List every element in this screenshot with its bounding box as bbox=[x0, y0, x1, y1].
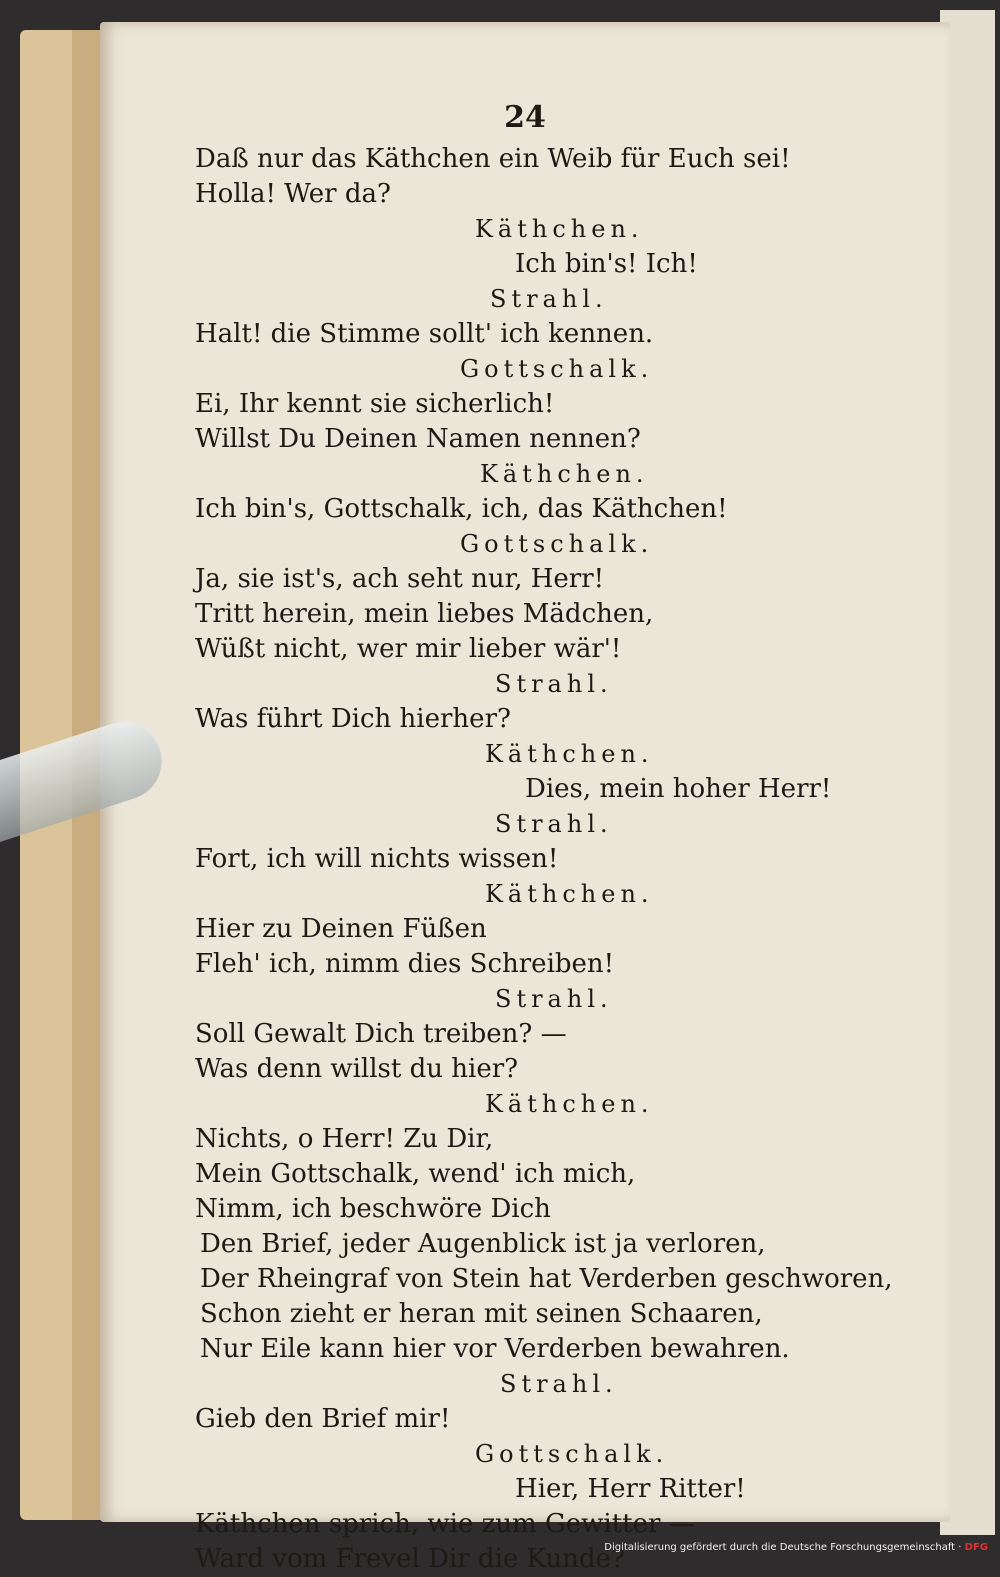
verse-line: Ei, Ihr kennt sie sicherlich! bbox=[195, 389, 555, 419]
speaker-name: Strahl. bbox=[495, 810, 613, 838]
verse-line: Schon zieht er heran mit seinen Schaaren, bbox=[200, 1299, 763, 1329]
verse-line: Soll Gewalt Dich treiben? — bbox=[195, 1019, 567, 1049]
verse-line: Hier zu Deinen Füßen bbox=[195, 914, 487, 944]
speaker-name: Käthchen. bbox=[475, 215, 644, 243]
dfg-logo: DFG bbox=[964, 1542, 988, 1553]
speaker-name: Gottschalk. bbox=[460, 355, 654, 383]
speaker-name: Strahl. bbox=[500, 1370, 618, 1398]
verse-line: Halt! die Stimme sollt' ich kennen. bbox=[195, 319, 654, 349]
verse-line: Wüßt nicht, wer mir lieber wär'! bbox=[195, 634, 622, 664]
speaker-name: Strahl. bbox=[495, 670, 613, 698]
verse-line: Käthchen sprich, wie zum Gewitter — bbox=[195, 1509, 695, 1539]
verse-line: Gieb den Brief mir! bbox=[195, 1404, 451, 1434]
verse-line: Nichts, o Herr! Zu Dir, bbox=[195, 1124, 494, 1154]
verse-line: Daß nur das Käthchen ein Weib für Euch sei! bbox=[195, 144, 791, 174]
speaker-name: Käthchen. bbox=[485, 880, 654, 908]
digitization-credit: Digitalisierung gefördert durch die Deutsche Forschungsgemeinschaft · DFG bbox=[604, 1542, 988, 1553]
verse-line: Der Rheingraf von Stein hat Verderben geschworen, bbox=[200, 1264, 893, 1294]
page-number: 24 bbox=[504, 100, 546, 135]
verse-line: Was denn willst du hier? bbox=[195, 1054, 519, 1084]
verse-line: Nimm, ich beschwöre Dich bbox=[195, 1194, 551, 1224]
page-text bbox=[195, 142, 895, 1577]
verse-line: Holla! Wer da? bbox=[195, 179, 391, 209]
speaker-name: Käthchen. bbox=[480, 460, 649, 488]
verse-line: Ich bin's! Ich! bbox=[515, 249, 698, 279]
speaker-name: Strahl. bbox=[495, 985, 613, 1013]
speaker-name: Gottschalk. bbox=[460, 530, 654, 558]
speaker-name: Gottschalk. bbox=[475, 1440, 669, 1468]
verse-line: Den Brief, jeder Augenblick ist ja verloren, bbox=[200, 1229, 766, 1259]
verse-line: Tritt herein, mein liebes Mädchen, bbox=[195, 599, 654, 629]
credit-text: Digitalisierung gefördert durch die Deutsche Forschungsgemeinschaft bbox=[604, 1542, 956, 1553]
verse-line: Mein Gottschalk, wend' ich mich, bbox=[195, 1159, 636, 1189]
verse-line: Was führt Dich hierher? bbox=[195, 704, 511, 734]
verse-line: Ja, sie ist's, ach seht nur, Herr! bbox=[195, 564, 605, 594]
verse-line: Fort, ich will nichts wissen! bbox=[195, 844, 559, 874]
speaker-name: Käthchen. bbox=[485, 1090, 654, 1118]
speaker-name: Strahl. bbox=[490, 285, 608, 313]
verse-line: Nur Eile kann hier vor Verderben bewahren. bbox=[200, 1334, 790, 1364]
verse-line: Willst Du Deinen Namen nennen? bbox=[195, 424, 641, 454]
verse-line: Ich bin's, Gottschalk, ich, das Käthchen! bbox=[195, 494, 728, 524]
verse-line: Dies, mein hoher Herr! bbox=[525, 774, 832, 804]
speaker-name: Käthchen. bbox=[485, 740, 654, 768]
verse-line: Ward vom Frevel Dir die Kunde? bbox=[195, 1544, 625, 1574]
verse-line: Hier, Herr Ritter! bbox=[515, 1474, 746, 1504]
verse-line: Fleh' ich, nimm dies Schreiben! bbox=[195, 949, 615, 979]
